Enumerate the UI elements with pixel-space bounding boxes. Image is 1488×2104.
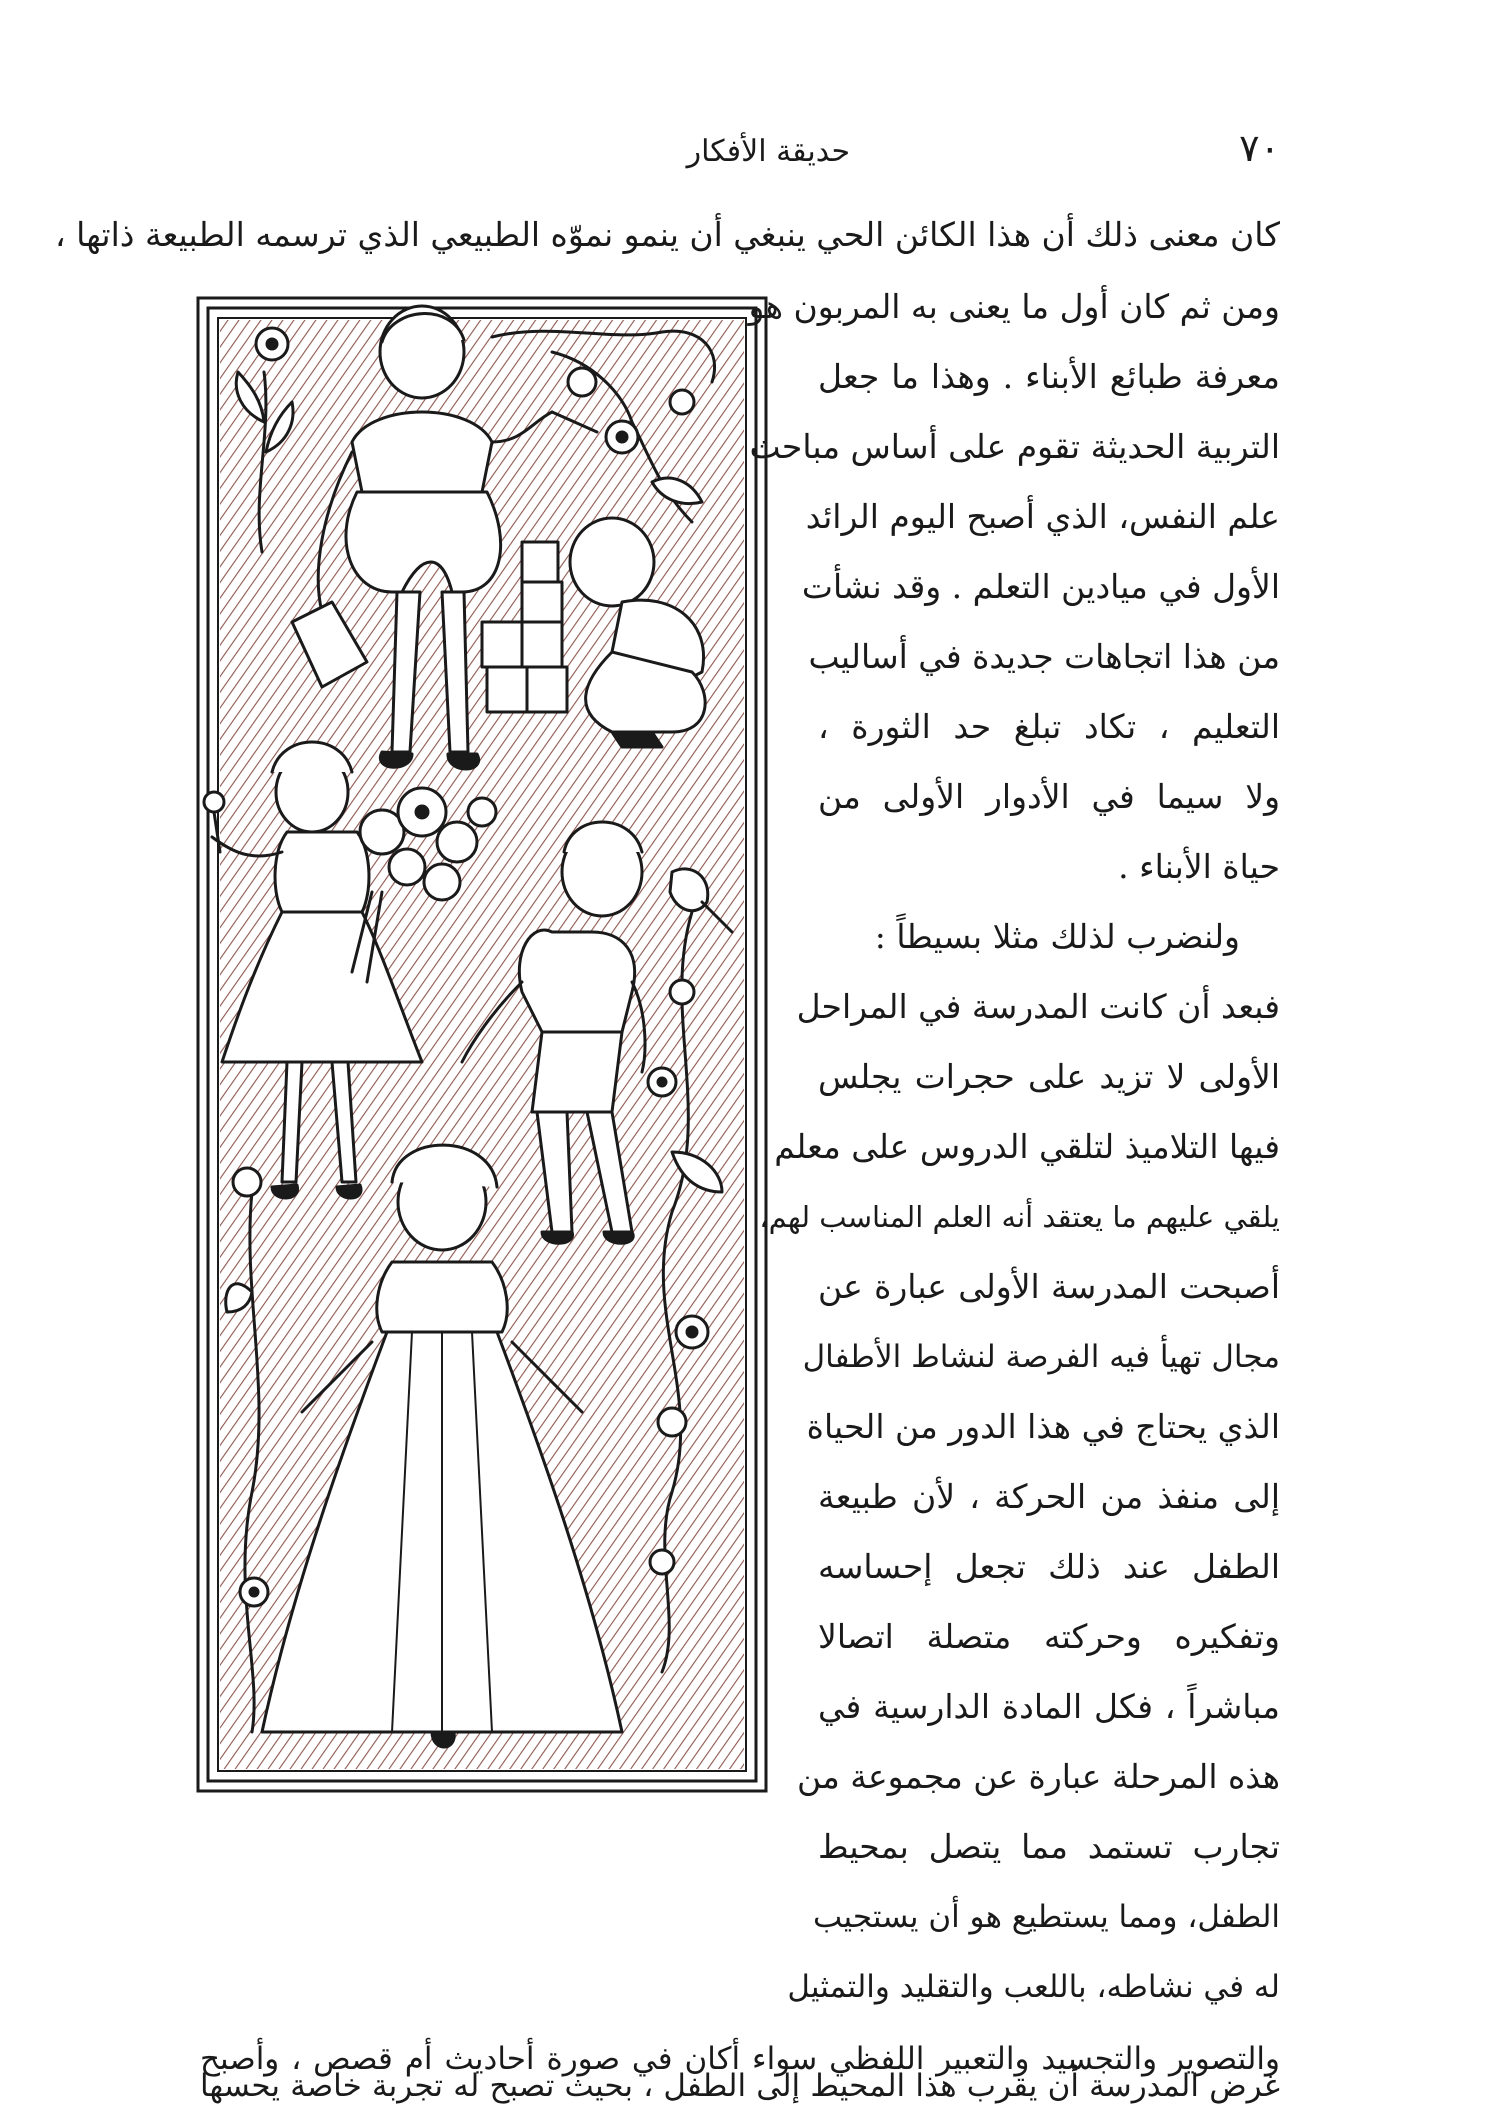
- body-line: وتفكيره وحركته متصلة اتصالا: [818, 1617, 1280, 1656]
- body-line: غرض المدرسة أن يقرب هذا المحيط إلى الطفل ، بحيث تصبح له تجربة خاصة يحسها: [200, 2068, 1280, 2104]
- body-line: كان معنى ذلك أن هذا الكائن الحي ينبغي أن ينمو نموّه الطبيعي الذي ترسمه الطبيعة ذاتها ،: [55, 215, 1280, 254]
- page-number: ٧٠: [1239, 126, 1280, 170]
- body-line: الأول في ميادين التعلم . وقد نشأت: [801, 567, 1280, 606]
- body-line: له في نشاطه، باللعب والتقليد والتمثيل: [787, 1969, 1280, 2005]
- children-illustration: [192, 292, 772, 1797]
- body-line: ومن ثم كان أول ما يعنى به المربون هو: [748, 287, 1280, 326]
- body-line: فيها التلاميذ لتلقي الدروس على معلم: [774, 1127, 1280, 1166]
- body-line: الأولى لا تزيد على حجرات يجلس: [818, 1057, 1280, 1096]
- body-line: يلقي عليهم ما يعتقد أنه العلم المناسب لهم،: [759, 1200, 1280, 1234]
- body-line: مباشراً ، فكل المادة الدارسية في: [818, 1687, 1280, 1726]
- body-line: ولا سيما في الأدوار الأولى من: [818, 777, 1280, 816]
- body-line: من هذا اتجاهات جديدة في أساليب: [808, 637, 1280, 676]
- body-line: مجال تهيأ فيه الفرصة لنشاط الأطفال: [802, 1339, 1280, 1375]
- body-line: التربية الحديثة تقوم على أساس مباحث: [749, 427, 1280, 466]
- body-line: ولنضرب لذلك مثلا بسيطاً :: [874, 917, 1240, 956]
- body-line: والتصوير والتجسيد والتعبير اللفظي سواء أكان في صورة أحاديث أم قصص ، وأصبح: [200, 2041, 1280, 2077]
- body-line: الطفل، ومما يستطيع هو أن يستجيب: [813, 1899, 1280, 1935]
- body-line: هذه المرحلة عبارة عن مجموعة من: [796, 1757, 1280, 1796]
- body-line: الذي يحتاج في هذا الدور من الحياة: [806, 1407, 1280, 1446]
- body-line: تجارب تستمد مما يتصل بمحيط: [818, 1827, 1280, 1866]
- body-line: الطفل عند ذلك تجعل إحساسه: [818, 1547, 1280, 1586]
- body-line: فبعد أن كانت المدرسة في المراحل: [796, 987, 1280, 1026]
- body-line: معرفة طبائع الأبناء . وهذا ما جعل: [818, 357, 1280, 396]
- body-line: حياة الأبناء .: [1118, 847, 1280, 886]
- body-line: إلى منفذ من الحركة ، لأن طبيعة: [818, 1477, 1280, 1516]
- body-line: علم النفس، الذي أصبح اليوم الرائد: [805, 497, 1280, 536]
- body-line: التعليم ، تكاد تبلغ حد الثورة ،: [818, 707, 1280, 746]
- page-header: [200, 118, 1280, 178]
- body-line: أصبحت المدرسة الأولى عبارة عن: [818, 1267, 1280, 1306]
- running-title: حديقة الأفكار: [686, 134, 850, 169]
